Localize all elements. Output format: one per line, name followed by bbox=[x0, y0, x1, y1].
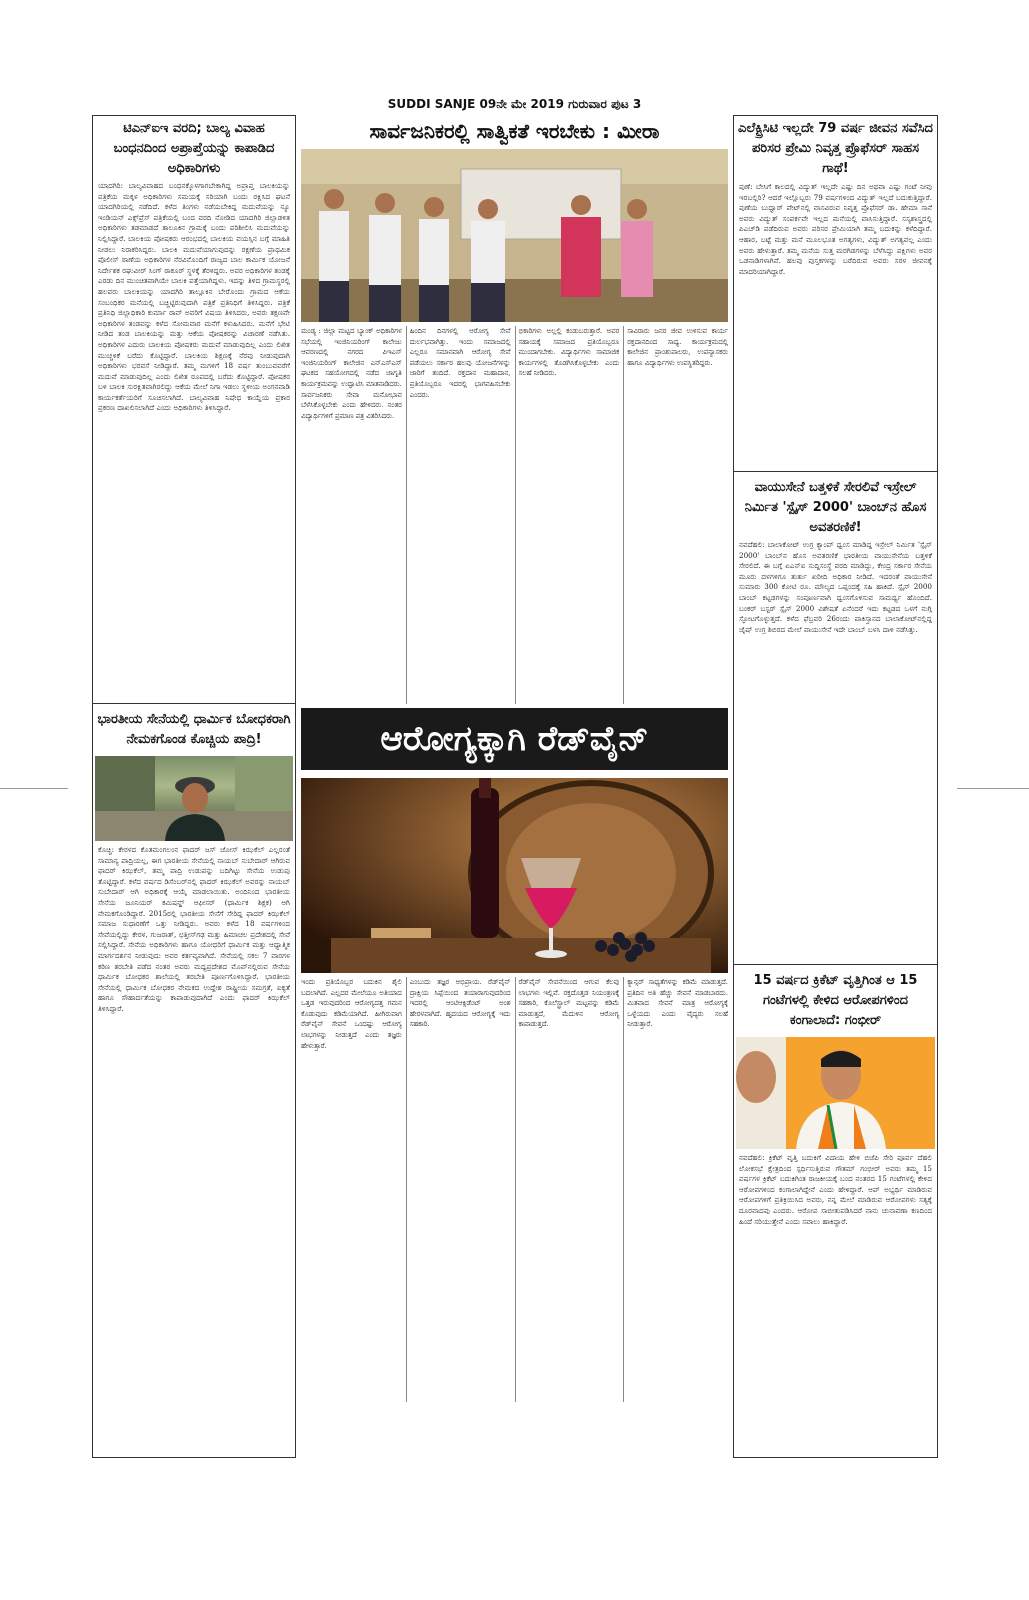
left-column bbox=[92, 115, 296, 1458]
redwine-headline: ಆರೋಗ್ಯಕ್ಕಾಗಿ ರೆಡ್‌ವೈನ್ bbox=[301, 708, 728, 770]
text-column: ಹಿಂದಿನ ದಿನಗಳಲ್ಲಿ ಆರೋಗ್ಯ ಸೇವೆ ದುರ್ಲಭವಾಗಿತ್ತು. ಇಂದು ಸಮಾಜದಲ್ಲಿ ಎಲ್ಲರೂ ಸಮಾನವಾಗಿ ಆರೋಗ್ಯ ಸೇವೆ ಪಡೆಯಲು ಸರ್ಕಾರ ಹಲವು ಯೋಜನೆಗಳನ್ನು ಜಾರಿಗೆ ತಂದಿದೆ. ರಕ್ತದಾನ ಮಹಾದಾನ, ಪ್ರತಿಯೊಬ್ಬರೂ ಇದರಲ್ಲಿ ಭಾಗವಹಿಸಬೇಕು ಎಂದರು. bbox=[406, 326, 511, 704]
divider bbox=[734, 964, 937, 965]
right-column bbox=[733, 115, 938, 1458]
right-story3-headline: 15 ವರ್ಷದ ಕ್ರಿಕೆಟ್ ವೃತ್ತಿಗಿಂತ ಆ 15 ಗಂಟೆಗಳಲ್ಲಿ ಕೇಳಿದ ಆರೋಪಗಳಿಂದ ಕಂಗಾಲಾದೆ: ಗಂಭೀರ್ bbox=[753, 973, 918, 1028]
gambhir-photo bbox=[736, 1037, 935, 1149]
crop-mark-left bbox=[0, 788, 68, 789]
divider bbox=[734, 471, 937, 472]
crop-mark-right bbox=[957, 788, 1029, 789]
story1-headline: ಟಿಎನ್‌ಐಇ ವರದಿ; ಬಾಲ್ಯ ವಿವಾಹ ಬಂಧನದಿಂದ ಅಪ್ರಾಪ್ತೆಯನ್ನು ಕಾಪಾಡಿದ ಅಧಿಕಾರಿಗಳು bbox=[113, 121, 275, 176]
text-column: ಎಂಬುದು ತಜ್ಞರ ಅಭಿಪ್ರಾಯ. ರೆಡ್‌ವೈನ್ ದ್ರಾಕ್ಷಿಯ ಸಿಪ್ಪೆಯಿಂದ ತಯಾರಾಗುವುದರಿಂದ ಇದರಲ್ಲಿ ಆಂಟಿಆಕ್ಸಿಡೆಂಟ್ ಅಂಶ ಹೇರಳವಾಗಿದೆ. ಹೃದಯದ ಆರೋಗ್ಯಕ್ಕೆ ಇದು ಸಹಕಾರಿ. bbox=[406, 977, 511, 1402]
page-header: SUDDI SANJE 09ನೇ ಮೇ 2019 ಗುರುವಾರ ಪುಟ 3 bbox=[387, 97, 642, 111]
text-column: ಭಿಕಾರಿಗಳು ಅಲ್ಲಲ್ಲಿ ಕಂಡುಬರುತ್ತಾರೆ. ಅವರ ಸಹಾಯಕ್ಕೆ ಸಮಾಜದ ಪ್ರತಿಯೊಬ್ಬರೂ ಮುಂದಾಗಬೇಕು. ವಿದ್ಯಾರ್ಥಿಗಳು ಸಾಮಾಜಿಕ ಕಾರ್ಯಗಳಲ್ಲಿ ತೊಡಗಿಸಿಕೊಳ್ಳಬೇಕು ಎಂದು ಸಲಹೆ ನೀಡಿದರು. bbox=[515, 326, 620, 704]
text-column: ಮಂಡ್ಯ : ಜಿಲ್ಲಾ ಮಟ್ಟದ ಬ್ಯಾಂಕ್ ಅಧಿಕಾರಿಗಳ ಸಭೆಯಲ್ಲಿ ಇಂಜಿನಿಯರಿಂಗ್ ಕಾಲೇಜು ಆವರಣದಲ್ಲಿ ನಗರದ ಪಿಇಎಸ್ ಇಂಜಿನಿಯರಿಂಗ್ ಕಾಲೇಜಿನ ಎನ್‌ಎಸ್‌ಎಸ್ ಘಟಕದ ಸಹಯೋಗದಲ್ಲಿ ನಡೆದ ಜಾಗೃತಿ ಕಾರ್ಯಕ್ರಮವನ್ನು ಉದ್ಘಾಟಿಸಿ ಮಾತನಾಡಿದರು. ಸಾರ್ವಜನಿಕರು ಸೇವಾ ಮನೋಭಾವ ಬೆಳೆಸಿಕೊಳ್ಳಬೇಕು ಎಂದು ಹೇಳಿದರು. ನಂತರ ವಿದ್ಯಾರ್ಥಿಗಳಿಗೆ ಪ್ರಮಾಣ ಪತ್ರ ವಿತರಿಸಿದರು. bbox=[301, 327, 402, 420]
right-story2-body: ನವದೆಹಲಿ: ಬಾಲಾಕೋಟ್ ಉಗ್ರ ಕ್ಯಾಂಪ್ ಧ್ವಂಸ ಮಾಡಿದ್ದ ಇಸ್ರೇಲ್ ನಿರ್ಮಿತ 'ಸ್ಪೈಸ್ 2000' ಬಾಂಬ್‌ನ ಹೊಸ ಅವತರಣಿಕೆ ಭಾರತೀಯ ವಾಯುಸೇನೆಯ ಬತ್ತಳಿಕೆ ಸೇರಲಿದೆ. ಈ ಬಗ್ಗೆ ಏಎನ್‌ಐ ಸುದ್ದಿಸಂಸ್ಥೆ ವರದಿ ಮಾಡಿದ್ದು, ಕೇಂದ್ರ ಸರ್ಕಾರ ಸೇನೆಯ ಮೂರು ದಳಗಳಿಗೂ ತುರ್ತು ಖರೀದಿ ಅಧಿಕಾರ ನೀಡಿದೆ. ಇದರಂತೆ ವಾಯುಸೇನೆ ಸುಮಾರು 300 ಕೋಟಿ ರೂ. ಮೌಲ್ಯದ ಒಪ್ಪಂದಕ್ಕೆ ಸಹಿ ಹಾಕಿದೆ. ಸ್ಪೈಸ್ 2000 ಬಾಂಬ್ ಕಟ್ಟಡಗಳನ್ನು ಸಂಪೂರ್ಣವಾಗಿ ಧ್ವಂಸಗೊಳಿಸುವ ಸಾಮರ್ಥ್ಯ ಹೊಂದಿದೆ. ಬಂಕರ್ ಬಸ್ಟರ್ ಸ್ಪೈಸ್ 2000 ವಿಶೇಷತೆ ಏನೆಂದರೆ ಇದು ಕಟ್ಟಡದ ಒಳಗೆ ನುಗ್ಗಿ ಸ್ಫೋಟಗೊಳ್ಳುತ್ತದೆ. ಕಳೆದ ಫೆಬ್ರವರಿ 26ರಂದು ಪಾಕಿಸ್ತಾನದ ಬಾಲಾಕೋಟ್‌ನಲ್ಲಿದ್ದ ಜೈಷ್ ಉಗ್ರ ಶಿಬಿರದ ಮೇಲೆ ವಾಯುಸೇನೆ ಇದೇ ಬಾಂಬ್ ಬಳಸಿ ದಾಳಿ ನಡೆಸಿತ್ತು. bbox=[739, 540, 932, 634]
right-story1-headline: ಎಲೆಕ್ಟ್ರಿಸಿಟಿ ಇಲ್ಲದೇ 79 ವರ್ಷ ಜೀವನ ಸವೆಸಿದ ಪರಿಸರ ಪ್ರೇಮಿ ನಿವೃತ್ತ ಪ್ರೊಫೆಸರ್ ಸಾಹಸ ಗಾಥೆ! bbox=[738, 121, 933, 176]
right-story2-headline: ವಾಯುಸೇನೆ ಬತ್ತಳಿಕೆ ಸೇರಲಿವೆ ಇಸ್ರೇಲ್ ನಿರ್ಮಿತ 'ಸ್ಪೈಸ್ 2000' ಬಾಂಬ್‌ನ ಹೊಸ ಅವತರಣಿಕೆ! bbox=[744, 480, 927, 535]
right-story3-body: ನವದೆಹಲಿ: ಕ್ರಿಕೆಟ್ ವೃತ್ತಿ ಬದುಕಿಗೆ ವಿದಾಯ ಹೇಳಿ ಬಿಜೆಪಿ ಸೇರಿ ಪೂರ್ವ ದೆಹಲಿ ಲೋಕಸಭೆ ಕ್ಷೇತ್ರದಿಂದ ಸ್ಪರ್ಧಿಸುತ್ತಿರುವ ಗೌತಮ್ ಗಂಭೀರ್ ಅವರು ತಮ್ಮ 15 ವರ್ಷಗಳ ಕ್ರಿಕೆಟ್ ಬದುಕಿಗಿಂತ ರಾಜಕೀಯಕ್ಕೆ ಬಂದ ನಂತರದ 15 ಗಂಟೆಗಳಲ್ಲಿ ಕೇಳಿದ ಆರೋಪಗಳಿಂದ ಕಂಗಾಲಾಗಿದ್ದೇನೆ ಎಂದು ಹೇಳಿದ್ದಾರೆ. ಆಪ್ ಅಭ್ಯರ್ಥಿ ಮಾಡಿರುವ ಆರೋಪಗಳಿಗೆ ಪ್ರತಿಕ್ರಿಯಿಸಿದ ಅವರು, ನನ್ನ ಮೇಲೆ ಮಾಡಿರುವ ಆರೋಪಗಳು ಸತ್ಯಕ್ಕೆ ದೂರವಾದವು ಎಂದರು. ಆರೋಪ ಸಾಬೀತುಪಡಿಸಿದರೆ ನಾನು ಚುನಾವಣಾ ಕಣದಿಂದ ಹಿಂದೆ ಸರಿಯುತ್ತೇನೆ ಎಂದು ಸವಾಲು ಹಾಕಿದ್ದಾರೆ. bbox=[739, 1153, 932, 1226]
divider bbox=[93, 703, 295, 704]
text-column: ರೆಡ್‌ವೈನ್ ಸೇವನೆಯಿಂದ ಆಗುವ ಕೆಲವು ಲಾಭಗಳು ಇಲ್ಲಿವೆ. ರಕ್ತದೊತ್ತಡ ನಿಯಂತ್ರಣಕ್ಕೆ ಸಹಕಾರಿ, ಕೊಲೆಸ್ಟ್ರಾಲ್ ಮಟ್ಟವನ್ನು ಕಡಿಮೆ ಮಾಡುತ್ತದೆ, ಮೆದುಳಿನ ಆರೋಗ್ಯ ಕಾಪಾಡುತ್ತದೆ. bbox=[515, 977, 620, 1402]
soldier-photo bbox=[95, 756, 293, 841]
event-photo bbox=[301, 149, 728, 322]
right-story1-body: ಪುಣೆ: ಬೇಸಿಗೆ ಕಾಲದಲ್ಲಿ ವಿದ್ಯುತ್ ಇಲ್ಲದೇ ಎಷ್ಟು ದಿನ ಅಥವಾ ಎಷ್ಟು ಗಂಟೆ ನೀವು ಇರಬಲ್ಲಿರಿ? ಆದರೆ ಇಲ್ಲೊಬ್ಬರು 79 ವರ್ಷಗಳಿಂದ ವಿದ್ಯುತ್ ಇಲ್ಲದೆ ಬದುಕುತ್ತಿದ್ದಾರೆ. ಪುಣೆಯ ಬುಧ್ವಾರ್ ಪೇಟ್‌ನಲ್ಲಿ ವಾಸವಿರುವ ನಿವೃತ್ತ ಪ್ರೊಫೆಸರ್ ಡಾ. ಹೇಮಾ ಸಾನೆ ಅವರು ವಿದ್ಯುತ್ ಸಂಪರ್ಕವೇ ಇಲ್ಲದ ಮನೆಯಲ್ಲಿ ವಾಸಿಸುತ್ತಿದ್ದಾರೆ. ಸಸ್ಯಶಾಸ್ತ್ರದಲ್ಲಿ ಪಿಎಚ್‌ಡಿ ಪಡೆದಿರುವ ಅವರು ಪರಿಸರ ಪ್ರೇಮಿಯಾಗಿ ತಮ್ಮ ಬದುಕನ್ನು ಕಳೆದಿದ್ದಾರೆ. ಆಹಾರ, ಬಟ್ಟೆ ಮತ್ತು ಮನೆ ಮೂಲಭೂತ ಅಗತ್ಯಗಳು, ವಿದ್ಯುತ್ ಅಗತ್ಯವಲ್ಲ ಎಂದು ಅವರು ಹೇಳುತ್ತಾರೆ. ತಮ್ಮ ಮನೆಯ ಸುತ್ತ ಮರಗಿಡಗಳನ್ನು ಬೆಳೆಸಿದ್ದು ಪಕ್ಷಿಗಳು ಅವರ ಒಡನಾಡಿಗಳಾಗಿವೆ. ಹಲವು ಪುಸ್ತಕಗಳನ್ನು ಬರೆದಿರುವ ಅವರು ಸರಳ ಜೀವನಕ್ಕೆ ಮಾದರಿಯಾಗಿದ್ದಾರೆ. bbox=[739, 182, 932, 276]
wine-photo bbox=[301, 778, 728, 973]
middle-story1-headline: ಸಾರ್ವಜನಿಕರಲ್ಲಿ ಸಾತ್ವಿಕತೆ ಇರಬೇಕು : ಮೀರಾ bbox=[369, 119, 660, 143]
text-column: ಇಂದು ಪ್ರತಿಯೊಬ್ಬರ ಬದುಕಿನ ಶೈಲಿ ಬದಲಾಗಿದೆ. ಎಲ್ಲದರ ಮೇಲೆಯೂ ಅತಿಯಾದ ಒತ್ತಡ ಇರುವುದರಿಂದ ಆರೋಗ್ಯದತ್ತ ಗಮನ ಕೊಡುವುದು ಕಡಿಮೆಯಾಗಿದೆ. ಹೀಗಿರುವಾಗ ರೆಡ್‌ವೈನ್ ಸೇವನೆ ಒಂದಷ್ಟು ಆರೋಗ್ಯ ಲಾಭಗಳನ್ನು ನೀಡುತ್ತದೆ ಎಂದು ತಜ್ಞರು ಹೇಳುತ್ತಾರೆ. bbox=[301, 978, 402, 1050]
story1-body: ಯಾದಗಿರಿ: ಬಾಲ್ಯವಿವಾಹದ ಬಂಧನಕ್ಕೊಳಗಾಗಬೇಕಾಗಿದ್ದ ಅಪ್ರಾಪ್ತ ಬಾಲಕಿಯನ್ನು ಪತ್ರಿಕೆಯ ಮಕ್ಕಳ ಅಧಿಕಾರಿಗಳು ಸಮಯಕ್ಕೆ ಸರಿಯಾಗಿ ಬಂದು ರಕ್ಷಿಸಿದ ಘಟನೆ ಯಾದಗಿರಿಯಲ್ಲಿ ನಡೆದಿದೆ. ಕಳೆದ ತಿಂಗಳು ನಡೆಯಬೇಕಿದ್ದ ಮದುವೆಯನ್ನು ನ್ಯೂ ಇಂಡಿಯನ್ ಎಕ್ಸ್‌ಪ್ರೆಸ್ ಪತ್ರಿಕೆಯಲ್ಲಿ ಬಂದ ವರದಿ ನೋಡಿದ ಯಾದಗಿರಿ ಜಿಲ್ಲಾಡಳಿತ ಅಧಿಕಾರಿಗಳು ತಡಮಾಡದೆ ತಾಲೂಕಿನ ಗ್ರಾಮಕ್ಕೆ ಬಂದು ಪರಿಶೀಲಿಸಿ ಮದುವೆಯನ್ನು ನಿಲ್ಲಿಸಿದ್ದಾರೆ. ಬಾಲಕಿಯ ಪೋಷಕರು ಆರಂಭದಲ್ಲಿ ಬಾಲಕಿಯ ವಯಸ್ಸಿನ ಬಗ್ಗೆ ಮಾಹಿತಿ ನೀಡಲು ನಿರಾಕರಿಸಿದ್ದರು. ಬಾಲಕಿ ಮದುವೆಯಾಗುವುದನ್ನು ರಕ್ಷಣೆಯ ಪ್ರಾಥಮಿಕ ಪೊಲೀಸ್ ಠಾಣೆಯ ಅಧಿಕಾರಿಗಳ ನೆರವಿನೊಂದಿಗೆ ರಾಜ್ಯದ ಬಾಲ ಕಾರ್ಮಿಕ ಯೋಜನೆ ನಿರ್ದೇಶಕ ರಘುವೀರ್ ಸಿಂಗ್ ಠಾಕೂರ್ ಸ್ಥಳಕ್ಕೆ ತೆರಳಿದ್ದರು. ಅವರ ಅಧಿಕಾರಿಗಳ ತಂಡಕ್ಕೆ ಎರಡು ದಿನ ಮುಂಚಿತವಾಗಿಯೇ ಬಾಲಕಿ ಪತ್ತೆಯಾಗಿದ್ದಳು. ಇದನ್ನು ತಿಳಿದ ಗ್ರಾಮಸ್ಥರಲ್ಲಿ ಹಲವರು ಬಾಲಕಿಯನ್ನು ಯಾದಗಿರಿ ತಾಲ್ಲೂಕಿನ ಬೇರೊಂದು ಗ್ರಾಮದ ಆಕೆಯ ಸಂಬಂಧಿಕರ ಮನೆಯಲ್ಲಿ ಬಚ್ಚಿಟ್ಟಿರುವುದಾಗಿ ಪತ್ರಿಕೆ ಪ್ರತಿನಿಧಿಗೆ ತಿಳಿಸಿದ್ದರು. ಪತ್ರಿಕೆ ಪ್ರತಿನಿಧಿ ಜಿಲ್ಲಾಧಿಕಾರಿ ಕುರ್ಮಾ ರಾವ್ ಅವರಿಗೆ ವಿಷಯ ತಿಳಿಸಿದರು, ಅವರು ತಕ್ಷಣವೇ ಅಧಿಕಾರಿಗಳ ತಂಡವನ್ನು ಕಳೆದ ಸೋಮವಾರ ಮನೆಗೆ ಕಳುಹಿಸಿದರು. ಮನೆಗೆ ಭೇಟಿ ನೀಡಿದ ತಂಡ ಬಾಲಕಿಯನ್ನು ಮತ್ತು ಆಕೆಯ ಪೋಷಕರನ್ನು ವಿಚಾರಣೆ ನಡೆಸಿತು. ಅಧಿಕಾರಿಗಳ ಎದುರು ಬಾಲಕಿಯ ಪೋಷಕರು ಮದುವೆ ಮಾಡುವುದಿಲ್ಲ ಎಂದು ಲಿಖಿತ ಮುಚ್ಚಳಿಕೆ ಬರೆದು ಕೊಟ್ಟಿದ್ದಾರೆ. ಬಾಲಕಿಯ ಶಿಕ್ಷಣಕ್ಕೆ ನೆರವು ನೀಡುವುದಾಗಿ ಅಧಿಕಾರಿಗಳು ಭರವಸೆ ನೀಡಿದ್ದಾರೆ. ತಮ್ಮ ಮಗಳಿಗೆ 18 ವರ್ಷ ತುಂಬುವವರೆಗೆ ಮದುವೆ ಮಾಡುವುದಿಲ್ಲ ಎಂದು ಲಿಖಿತ ರೂಪದಲ್ಲಿ ಬರೆದು ಕೊಟ್ಟಿದ್ದಾರೆ. ಪೋಷಕರ ಬಳಿ ಬಾಲಕಿ ಸುರಕ್ಷಿತವಾಗಿರಲಿದ್ದು ಆಕೆಯ ಮೇಲೆ ನಿಗಾ ಇಡಲು ಸ್ಥಳೀಯ ಅಂಗನವಾಡಿ ಕಾರ್ಯಕರ್ತೆಯರಿಗೆ ಸೂಚಿಸಲಾಗಿದೆ. ಬಾಲ್ಯವಿವಾಹ ನಿಷೇಧ ಕಾಯ್ದೆಯ ಪ್ರಕಾರ ಪ್ರಕರಣ ದಾಖಲಿಸಲಾಗಿದೆ ಎಂದು ಅಧಿಕಾರಿಗಳು ತಿಳಿಸಿದ್ದಾರೆ. bbox=[98, 181, 290, 413]
story2-body: ಕೊಚ್ಚಿ: ಕೇರಳದ ಕೊತಮಂಗಲಂನ ಫಾದರ್ ಜಸ್ ಜೋಸ್ ಕಿಝಕೆಲ್ ಎಲ್ಲರಂತೆ ಸಾಮಾನ್ಯ ಪಾದ್ರಿಯಲ್ಲ, ಈಗ ಭಾರತೀಯ ಸೇನೆಯಲ್ಲಿ ನಾಯಬ್ ಸುಬೇದಾರ್ ಆಗಿರುವ ಫಾದರ್ ಕಿಝಕೆಲ್, ತಮ್ಮ ಪಾದ್ರಿ ಉಡುಪನ್ನು ಬದಿಗಿಟ್ಟು ಸೇನೆಯ ಉಡುಪು ತೊಟ್ಟಿದ್ದಾರೆ. ಕಳೆದ ವರ್ಷದ ಡಿಸೆಂಬರ್‌ನಲ್ಲಿ ಫಾದರ್ ಕಿಝಕೆಲ್ ಅವರನ್ನು ನಾಯಬ್ ಸುಬೇದಾರ್ ಆಗಿ ಅಧಿಕಾರಕ್ಕೆ ಆಯ್ಕೆ ಮಾಡಲಾಯಿತು. ಅಂದಿನಿಂದ ಭಾರತೀಯ ಸೇನೆಯ ಜೂನಿಯರ್ ಕಮಿಷನ್ಡ್ ಆಫೀಸರ್ (ಧಾರ್ಮಿಕ ಶಿಕ್ಷಕ) ಆಗಿ ನೇಮಕಗೊಂಡಿದ್ದಾರೆ. 2015ರಲ್ಲಿ ಭಾರತೀಯ ಸೇನೆಗೆ ಸೇರಿದ್ದ ಫಾದರ್ ಕಿಝಕೆಲ್ ಸಮಾಜ ಸುಧಾರಣೆಗೆ ಒತ್ತು ನೀಡಿದ್ದರು. ಅವರು ಕಳೆದ 18 ವರ್ಷಗಳಿಂದ ಸೇವೆಯಲ್ಲಿದ್ದು ಕೇರಳ, ಗುಜರಾತ್, ಛತ್ತೀಸ್‌ಗಢ ಮತ್ತು ಹಿಮಾಚಲ ಪ್ರದೇಶದಲ್ಲಿ ಸೇವೆ ಸಲ್ಲಿಸಿದ್ದಾರೆ. ಸೇನೆಯ ಅಧಿಕಾರಿಗಳು ಹಾಗೂ ಯೋಧರಿಗೆ ಧಾರ್ಮಿಕ ಮತ್ತು ಆಧ್ಯಾತ್ಮಿಕ ಮಾರ್ಗದರ್ಶನ ನೀಡುವುದು ಅವರ ಕರ್ತವ್ಯವಾಗಿದೆ. ಸೇನೆಯಲ್ಲಿ ಸಕಲ 7 ವಾರಗಳ ಕಠಿಣ ತರಬೇತಿ ಪಡೆದ ನಂತರ ಅವರು ಮಧ್ಯಪ್ರದೇಶದ ಮೊವ್‌ನಲ್ಲಿರುವ ಸೇನೆಯ ಧಾರ್ಮಿಕ ಬೋಧಕರ ಶಾಲೆಯಲ್ಲಿ ತರಬೇತಿ ಪೂರ್ಣಗೊಳಿಸಿದ್ದಾರೆ. ಭಾರತೀಯ ಸೇನೆಯಲ್ಲಿ ಧಾರ್ಮಿಕ ಬೋಧಕರ ನೇಮಕದ ಉದ್ದೇಶ ರಾಷ್ಟ್ರೀಯ ಸಮಗ್ರತೆ, ಐಕ್ಯತೆ ಹಾಗೂ ಸೌಹಾರ್ದತೆಯನ್ನು ಕಾಪಾಡುವುದಾಗಿದೆ ಎಂದು ಫಾದರ್ ಕಿಝಕೆಲ್ ತಿಳಿಸಿದ್ದಾರೆ. bbox=[98, 845, 290, 1013]
middle-column bbox=[301, 115, 728, 1458]
text-column: ಸಾವಿರಾರು ಜನರ ಜೀವ ಉಳಿಸುವ ಕಾರ್ಯ ರಕ್ತದಾನದಿಂದ ಸಾಧ್ಯ. ಕಾರ್ಯಕ್ರಮದಲ್ಲಿ ಕಾಲೇಜಿನ ಪ್ರಾಂಶುಪಾಲರು, ಉಪನ್ಯಾಸಕರು ಹಾಗೂ ವಿದ್ಯಾರ್ಥಿಗಳು ಉಪಸ್ಥಿತರಿದ್ದರು. bbox=[623, 326, 728, 704]
story2-headline: ಭಾರತೀಯ ಸೇನೆಯಲ್ಲಿ ಧಾರ್ಮಿಕ ಬೋಧಕರಾಗಿ ನೇಮಕಗೊಂಡ ಕೊಚ್ಚಿಯ ಪಾದ್ರಿ! bbox=[97, 712, 291, 747]
redwine-text bbox=[301, 977, 728, 1402]
middle-story1-text bbox=[301, 326, 728, 704]
text-column: ಕ್ಯಾನ್ಸರ್ ಸಾಧ್ಯತೆಗಳನ್ನು ಕಡಿಮೆ ಮಾಡುತ್ತದೆ. ಪ್ರತಿದಿನ ಅತಿ ಹೆಚ್ಚು ಸೇವನೆ ಮಾಡಬಾರದು. ಮಿತವಾದ ಸೇವನೆ ಮಾತ್ರ ಆರೋಗ್ಯಕ್ಕೆ ಒಳ್ಳೆಯದು ಎಂದು ವೈದ್ಯರು ಸಲಹೆ ನೀಡುತ್ತಾರೆ. bbox=[623, 977, 728, 1402]
